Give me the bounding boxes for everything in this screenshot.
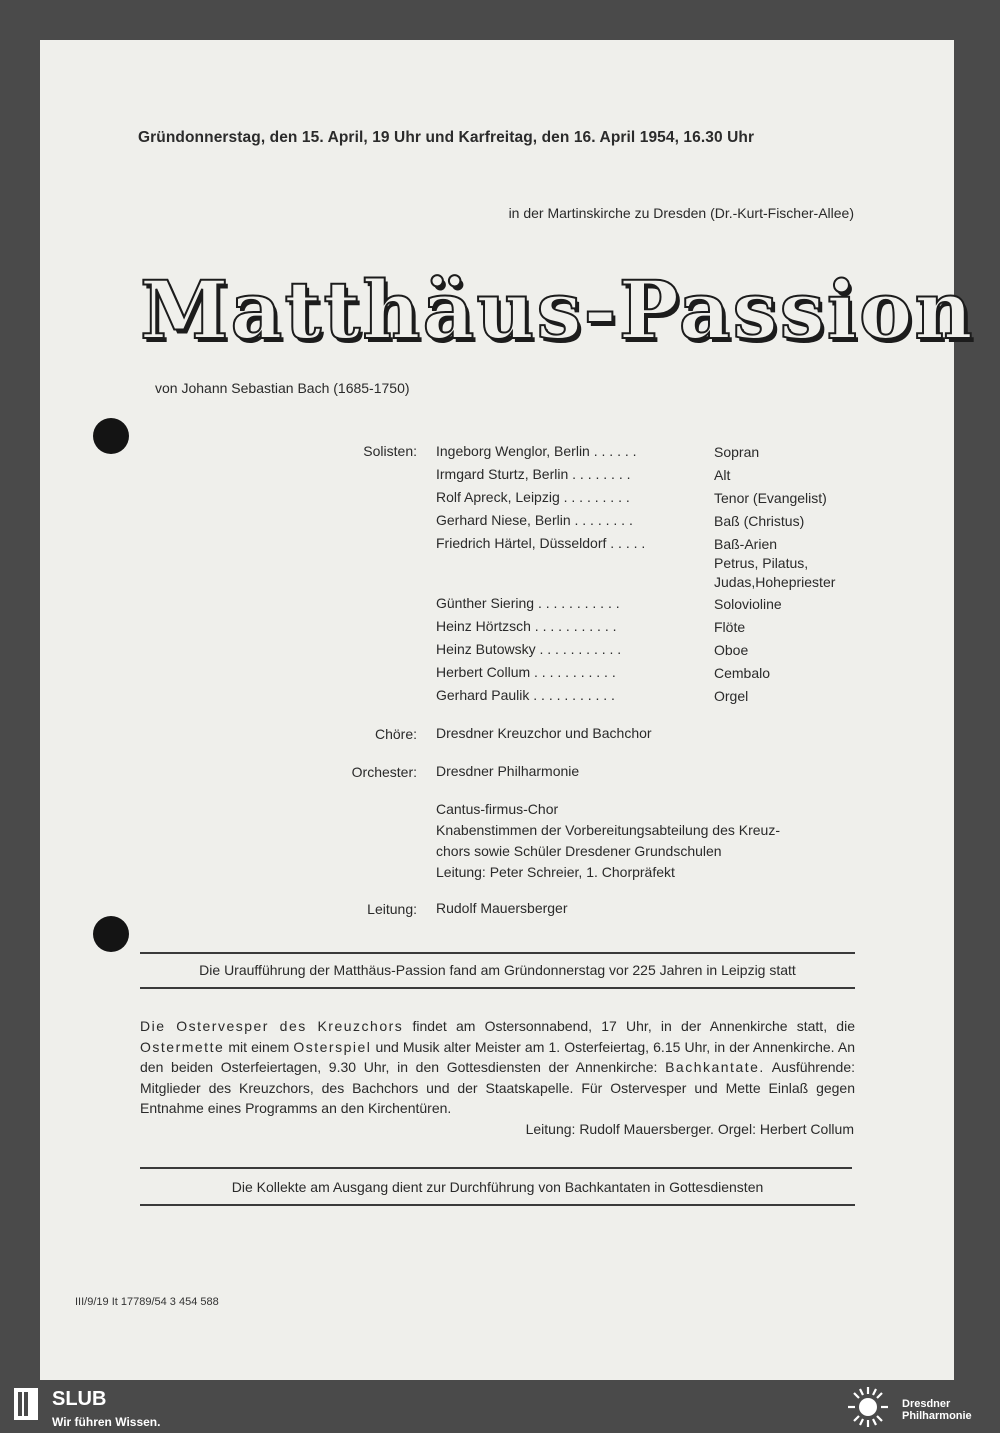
concert-dates: Gründonnerstag, den 15. April, 19 Uhr und Karfreitag, den 16. April 1954, 16.30 Uhr	[138, 129, 755, 146]
punch-hole	[93, 916, 129, 952]
conductor-value: Rudolf Mauersberger	[436, 900, 568, 916]
soloist-role-detail: Petrus, Pilatus,	[714, 555, 809, 571]
soloist-name: Gerhard Paulik . . . . . . . . . . .	[436, 687, 615, 703]
divider-rule	[140, 1204, 855, 1206]
spaced-phrase: Die Ostervesper des Kreuzchors	[140, 1018, 404, 1034]
divider-rule	[140, 952, 855, 954]
soloist-role: Orgel	[714, 688, 749, 704]
sunburst-icon	[842, 1385, 894, 1429]
paragraph-text: und Musik alter Meister am 1. Osterfeiertag, 6.15 Uhr, in der Annenkirche. An den beiden Osterfeiertagen, 9.30 Uhr, in den Gottesdiensten der Annenkirche:	[140, 1038, 855, 1075]
orchestra-label: Orchester:	[351, 764, 417, 780]
soloist-role-detail: Judas,Hohepriester	[714, 574, 836, 590]
spaced-phrase: Ostermette	[140, 1038, 225, 1055]
soloists-label: Solisten:	[363, 443, 417, 459]
slub-tagline: Wir führen Wissen.	[52, 1415, 161, 1429]
soloist-role: Flöte	[714, 619, 746, 635]
spaced-phrase: Bachkantate.	[665, 1059, 765, 1075]
soloist-name: Heinz Butowsky . . . . . . . . . . .	[436, 641, 622, 657]
paragraph-text: Ausführende: Mitglieder des Kreuzchors, des Bachchors und der Staatskapelle. Für Ostervesper und Mette Einlaß gegen Entnahme eines Programms an den Kirchentüren.	[140, 1059, 855, 1116]
cantus-line: Cantus-firmus-Chor	[436, 801, 559, 817]
soloist-role: Solovioline	[714, 596, 782, 612]
soloist-role: Alt	[714, 467, 731, 483]
soloist-role: Baß-Arien	[714, 536, 778, 552]
choirs-value: Dresdner Kreuzchor und Bachchor	[436, 725, 652, 741]
soloist-role: Tenor (Evangelist)	[714, 490, 827, 506]
punch-hole	[93, 418, 129, 454]
divider-rule	[140, 1167, 852, 1169]
soloist-name: Irmgard Sturtz, Berlin . . . . . . . .	[436, 466, 631, 482]
soloist-name: Rolf Apreck, Leipzig . . . . . . . . .	[436, 489, 630, 505]
soloist-role: Oboe	[714, 642, 749, 658]
soloist-name: Günther Siering . . . . . . . . . . .	[436, 595, 620, 611]
venue: in der Martinskirche zu Dresden (Dr.-Kurt-Fischer-Allee)	[508, 205, 854, 221]
paragraph-text: mit einem	[224, 1038, 294, 1055]
premiere-note: Die Uraufführung der Matthäus-Passion fand am Gründonnerstag vor 225 Jahren in Leipzig statt	[199, 962, 796, 978]
soloist-role: Baß (Christus)	[714, 513, 805, 529]
soloist-name: Gerhard Niese, Berlin . . . . . . . .	[436, 512, 633, 528]
paragraph-text: findet am Ostersonnabend, 17 Uhr, in der Annenkirche statt, die	[403, 1018, 855, 1034]
cantus-line: Leitung: Peter Schreier, 1. Chorpräfekt	[436, 864, 675, 880]
print-code: III/9/19 It 17789/54 3 454 588	[75, 1296, 219, 1308]
partner-name-line: Philharmonie	[902, 1410, 972, 1422]
choirs-label: Chöre:	[374, 726, 417, 742]
cantus-line: Knabenstimmen der Vorbereitungsabteilung des Kreuz-	[436, 822, 780, 838]
partner-name-line: Dresdner	[902, 1398, 951, 1410]
divider-rule	[140, 987, 855, 989]
soloist-role: Sopran	[714, 444, 760, 460]
slub-book-icon	[14, 1388, 38, 1420]
soloist-name: Heinz Hörtzsch . . . . . . . . . . .	[436, 618, 617, 634]
slub-name: SLUB	[52, 1388, 107, 1410]
soloist-name: Herbert Collum . . . . . . . . . . .	[436, 664, 616, 680]
easter-credits: Leitung: Rudolf Mauersberger. Orgel: Herbert Collum	[525, 1121, 854, 1137]
cantus-line: chors sowie Schüler Dresdener Grundschulen	[436, 843, 722, 859]
composer-line: von Johann Sebastian Bach (1685-1750)	[155, 380, 410, 396]
spaced-phrase: Osterspiel	[293, 1038, 372, 1055]
cantus-firmus-block	[436, 799, 780, 883]
conductor-label: Leitung:	[367, 901, 417, 917]
soloist-name: Friedrich Härtel, Düsseldorf . . . . .	[436, 535, 646, 551]
soloist-role: Cembalo	[714, 665, 771, 681]
partner-name	[902, 1398, 972, 1422]
orchestra-value: Dresdner Philharmonie	[436, 763, 580, 779]
work-title: Matthäus-Passion	[140, 263, 975, 357]
collection-note: Die Kollekte am Ausgang dient zur Durchführung von Bachkantaten in Gottesdiensten	[231, 1179, 764, 1195]
soloist-name: Ingeborg Wenglor, Berlin . . . . . .	[436, 443, 637, 459]
easter-services-paragraph	[140, 1016, 855, 1119]
